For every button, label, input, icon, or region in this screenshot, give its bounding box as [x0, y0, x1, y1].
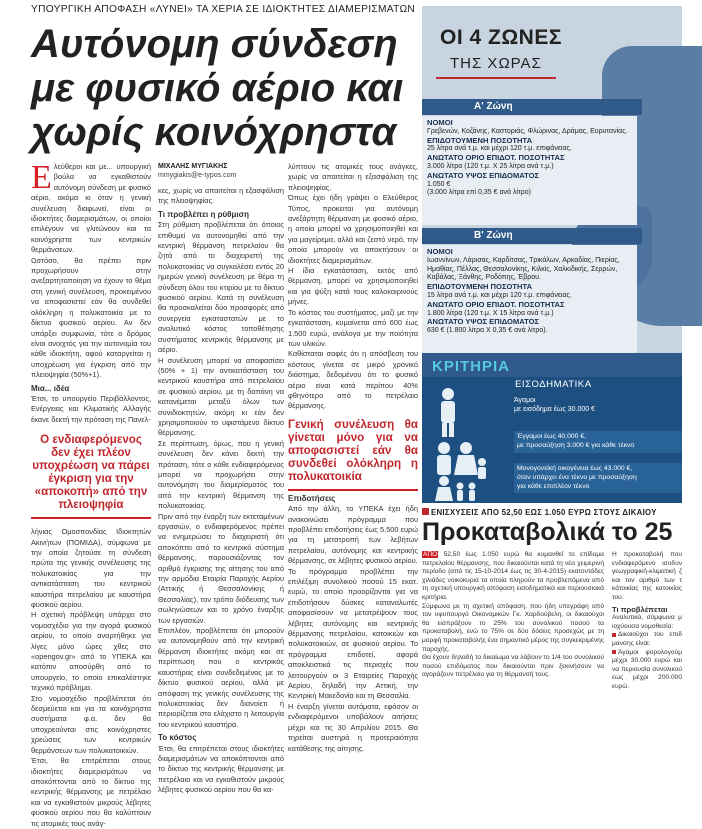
criteria-3: [514, 463, 682, 493]
pull-quote: Γενική συνέλευση θα γίνεται μόνο για να αποφασιστεί εάν θα συνδεθεί ολόκληρη η πολυκατοικία: [288, 418, 418, 491]
paragraph: Στη ρύθμιση προβλέπεται ότι όποιος επιθυμεί να αυτονομηθεί από την κεντρική θέρμανση πετρελαίου θα ζητά από το διαχειριστή της πολυκατοικίας να συγκαλέσει εντός 20 ημερών γενική συνέλευση με θέμα τη σύνδεση όλου του κτιρίου με το δίκτυο φυσικού αερίου. Κατά τη συνέλευση θα προσκαλείται δύο προσφορές από συνεργεία εγκαταστατών με το αναλυτικό κόστος τοποθέτησης συστήματος κεντρικής θέρμανσης με αέριο.: [158, 220, 284, 355]
paragraph: λήνιας Ομοσπονδίας Ιδιοκτητών Ακινήτων (ΠΟΜΙΔΑ), σύμφωνα με την οποία ζητούσε τη σύνδεση πρώτα της γενικής συνέλευσης της πολυκατοικίας για την αντικατάσταση του κεντρικού καυστήρα πετρελαίου με καυστήρα φυσικού αερίου.: [31, 527, 151, 609]
paragraph: Στο νομοσχέδιο προβλέπεται ότι δεσμεύεται και για τα κοινόχρηστα συστήματα φ.α. δεν θα υποχρεούνται στις κοινόχρηστες χρεώσεις των κεντρικών θερμάνσεων των πολυκατοικιών.: [31, 693, 151, 755]
value: 630 € (1.800 λίτρα Χ 0,35 € ανά λίτρο).: [427, 327, 548, 335]
zone-a-panel: [422, 116, 637, 225]
criteria-text: όταν υπάρχει ένα τέκνο με προσαύξηση: [517, 473, 637, 481]
value: 1.800 λίτρα (120 τ.μ. Χ 15 λίτρα ανά τ.μ.): [427, 309, 554, 317]
byline: [158, 162, 236, 180]
criteria-text: με προσαύξηση 3.000 € για κάθε τέκνο: [517, 441, 635, 449]
criteria-2: [514, 431, 682, 453]
paragraph: λύπτουν τις ατομικές τους ανάγκες, χωρίς να απαιτείται η εξασφάλιση της πλειοψηφίας.: [288, 162, 418, 192]
paragraph: Όπως έχει ήδη γράψει ο Ελεύθερος Τύπος, προκειται για αυτόνομη ανεξάρτητη θέρμανση με φυσικό αέριο, η οποία μπορεί να χρησιμοποιηθεί και για μαγείρεμα, αλλά και ζεστό νερό, την οποία μπορούν να αποκτήσουν οι ιδιοκτήτες διαμερισμάτων.: [288, 193, 418, 265]
paragraph: Έτσι, θα επιτρέπεται στους ιδιοκτήτες διαμερισμάτων να αποκόπτονται από το δίκτυο της κεντρικής θέρμανσης με πετρέλαιο και να εγκαθιστούν μικρούς λέβητες φυσικού αερίου που θα κα-: [158, 743, 284, 795]
value: 1.050 €: [427, 180, 451, 188]
criteria-text: Μονογονεϊκή οικογένεια έως 43.000 €,: [517, 465, 633, 472]
subheading: Τι προβλέπει η ρύθμιση: [158, 209, 249, 219]
paragraph: Αναλυτικά, σύμφωνα μ ιοχύουσα νομοθεσία:: [612, 614, 682, 630]
zone-b-header: [422, 228, 642, 244]
label: ΑΝΩΤΑΤΟ ΟΡΙΟ ΕΠΙΔΟΤ. ΠΟΣΟΤΗΤΑΣ: [427, 153, 565, 163]
label: ΝΟΜΟΙ: [427, 247, 453, 256]
paragraph: Πριν από την έναρξη των εκτεταμένων εργασιών, ο ενδιαφερόμενος πρέπει να ενημερώσει το διαχειριστή ότι αποκόπτει από το κεντρικό σύστημα θέρμανσης, παρουσιάζοντας τον αριθμό έγκρισης της αίτησης του από την αρμόδια Εταιρία Παροχής Αερίου (Αττικής ή Θεσσαλονίκης ή Θεσσαλίας), τον τρόπο διόδευσης των σωληνώσεων και το χρόνο έναρξης των εργασιών.: [158, 511, 284, 625]
zones-infographic: [422, 6, 682, 503]
paragraph: Σύμφωνα με τη σχετική απόφαση, που ήδη υπεγράφη από τον υφυπουργό Οικονομικών Γκ. Χαρδούβελη, οι δικαιούχοι θα εισπράξουν το 25% του συνολικού ποσού τα προκαταβολή, ενώ το 75% σε δύο δόσεις προσεχώς με τη μορφή προκαταβολής ένα σημαντικό μέρος της συγκεκριμένης παροχής.: [422, 602, 604, 653]
paragraph: Καθίσταται σαφές ότι η απόσβεση του κόστους γίνεται σε μικρό χρονικό διάστημα, δεδομένου ότι το φυσικό αέριο είναι κατά περίπου 40% φθηνότερο από το πετρέλαιο θέρμανσης.: [288, 349, 418, 411]
list-item: Άγαμοι φορολογούμ μέχρι 30.000 ευρώ και να περιουσία συνολικού εως μέχρι 200.000 ευρώ.: [612, 648, 682, 690]
subheading: Τι προβλέπεται: [612, 604, 668, 614]
paragraph: Η συνέλευση μπορεί να αποφασίσει (50% + 1) την αντικατάσταση του κεντρικού καυστήρα από πετρελαίου σε φυσικού αερίου, με τη δαπάνη να κατανέμεται μεταξύ όλων των συνιδιοκτητών, ακόμη κι εάν δεν χρησιμοποιούν το υφιστάμενο δίκτυο θέρμανσης.: [158, 355, 284, 438]
article-kicker: ΥΠΟΥΡΓΙΚΗ ΑΠΟΦΑΣΗ «ΛΥΝΕΙ» ΤΑ ΧΕΡΙΑ ΣΕ ΙΔΙΟΚΤΗΤΕΣ ΔΙΑΜΕΡΙΣΜΑΤΩΝ: [31, 4, 416, 15]
author-name: ΜΙΧΑΛΗΣ ΜΥΓΙΑΚΗΣ: [158, 163, 228, 170]
red-square-icon: [422, 508, 429, 515]
criteria-text: με εισόδημα έως 30.000 €: [514, 406, 595, 413]
article-headline: [31, 22, 431, 154]
criteria-text: για κάθε επιπλέον τέκνο: [517, 482, 590, 490]
drop-cap: Ε: [31, 159, 52, 196]
list-item: Δικαιούχοι του επιδ μανσης είναι:: [612, 631, 682, 647]
infographic-title: ΟΙ 4 ΖΩΝΕΣ: [440, 26, 562, 49]
divider: [436, 77, 556, 79]
bullet-icon: [612, 650, 616, 654]
subheading: Το κόστος: [158, 733, 197, 743]
criteria-title: ΚΡΙΤΗΡΙΑ: [432, 358, 511, 375]
label: ΝΟΜΟΙ: [427, 118, 453, 127]
paragraph: Η προκαταβολή που ενδιαφερόμενο ισοδυν γεωγραφική-κλιματική ζ και τον αριθμό των τ κάτοικίας της κατοικίας του.: [612, 551, 682, 601]
article-column-1: [31, 159, 151, 828]
paragraph: Έτσι, το υπουργείο Περιβάλλοντος, Ενέργειας και Κλιματικής Αλλαγής έκανε δεκτή την πρόταση της Πανελ-: [31, 393, 151, 424]
infographic-subtitle: ΤΗΣ ΧΩΡΑΣ: [450, 55, 542, 72]
bullet-icon: [612, 633, 616, 637]
family-icon: [430, 386, 500, 501]
paragraph: κες, χωρίς να απαιτείται η εξασφάλιση της πλειοψηφίας.: [158, 186, 284, 206]
paragraph: Έτσι, θα επιτρέπεται στους ιδιοκτήτες διαμερισμάτων να αποκόπτονται από το δίκτυο της κεντρικής θέρμανσης με πετρέλαιο και να εγκαθιστούν μικρούς λέβητες φυσικού αερίου που θα καλύπτουν τις ατομικές τους ανάγ-: [31, 756, 151, 828]
paragraph: Η ίδια εγκατάσταση, εκτός από θέρμανση, μπορεί να χρησιμοποιηθεί και για ψύξη κατά τους καλοκαιρινούς μήνες.: [288, 266, 418, 307]
paragraph: Η έναρξη γίνεται αυτόματα, εφόσον οι ενδιαφερόμενοι υποβάλουν αιτήσεις μέχρι και τις 30 Απριλίου 2015. Θα τηρείται αυστηρά η προτεραιότητα κατάθεσης της αίτησης.: [288, 701, 418, 753]
pull-quote: Ο ενδιαφερόμενος δεν έχει πλέον υποχρέωση να πάρει έγκριση για την «αποκοπή» από την πλειοψηφία: [32, 433, 150, 512]
side-article-column-2: [612, 551, 682, 742]
article-column-3: [288, 162, 418, 753]
highlight: ΑΠΟ: [423, 551, 438, 558]
value: Γρεβενών, Κοζάνης, Καστοριάς, Φλώρινας, Δράμας, Ευρυτανίας.: [427, 127, 628, 135]
label: ΕΠΙΔΟΤΟΥΜΕΝΗ ΠΟΣΟΤΗΤΑ: [427, 282, 533, 292]
value: (3.000 λίτρα επί 0,35 € ανά λίτρο): [427, 189, 532, 197]
zone-a-label: Α' Ζώνη: [474, 101, 513, 112]
label: ΕΠΙΔΟΤΟΥΜΕΝΗ ΠΟΣΟΤΗΤΑ: [427, 135, 533, 145]
paragraph: 52,50 έως 1.050 ευρώ θα κυμανθεί το επίδομα πετρελαίου θέρμανσης, που δικαιούνται κατά τη νέα χειμερινή περίοδο (από τις 15-10-2014 έως τις 30-4-2015) εκατοντάδες χιλιάδες νοικοκυριά τα οποία πληρούν τα προβλεπόμενα από τη σχετική υπουργική απόφαση εισοδηματικά και περιουσιακά κριτήρια.: [422, 551, 604, 601]
paragraph: Επιπλέον, προβλέπεται ότι μπορούν να αυτονομηθούν από την κεντρική θέρμανση ιδιοκτήτες ακόμη και σε περίπτωση που ο κεντρικός καυστήρας είναι συνδεδεμένος με το δίκτυο φυσικού αερίου, αλλά με απόφαση της γενικής συνέλευσης της πολυκατοικίας δεν διανοίετι ή περιορίζεται στο ελάχιστο η λειτουργία του κεντρικού καυστήρα.: [158, 626, 284, 729]
pull-quote-box: [31, 433, 151, 519]
zone-b-label: Β' Ζώνη: [474, 230, 513, 241]
value: Ιωαννίνων, Λάρισας, Καρδίτσας, Τρικάλων, Αρκαδίας, Πιερίας, Ημαθίας, Πέλλας, Θεσσαλονίκης, Κιλκίς, Χαλκιδικής, Σερρών, Καβάλας, Ξάνθης, Ροδόπης, Έβρου.: [427, 256, 620, 282]
headline-line-3: χωρίς κοινόχρηστα: [31, 110, 397, 154]
paragraph: Θα έχουν δηλαδή το δικαίωμα να λάβουν το 1/4 του συνολικού ποσού επιδόματος που δικαιούνται πριν ξεκινήσουν να αγοράζουν πετρέλαιο για τη θέρμανσή τους.: [422, 654, 604, 679]
value: 3.000 λίτρα (120 τ.μ. Χ 25 λίτρα ανά τ.μ.): [427, 162, 554, 170]
value: 15 λίτρα ανά τ.μ. και μέχρι 120 τ.μ. επιφάνειας.: [427, 291, 572, 299]
side-article-column-1: [422, 551, 604, 742]
label: ΑΝΩΤΑΤΟ ΥΨΟΣ ΕΠΙΔΟΜΑΤΟΣ: [427, 317, 540, 327]
zone-b-panel: [422, 245, 637, 353]
paragraph: Σε περίπτωση, όμως, που η γενική συνέλευση δεν κάνει δεκτή την πρόταση, τότε ο κάθε ενδιαφερόμενος μπορεί να προχωρήσει στην αυτονόμηση του διαμερίσματός του από την κεντρική θέρμανση της πολυκατοικίας.: [158, 438, 284, 511]
criteria-1: [514, 396, 664, 414]
value: 25 λίτρα ανά τ.μ. και μέχρι 120 τ.μ. επιφάνειας.: [427, 145, 572, 153]
criteria-text: Άγαμοι: [514, 397, 536, 404]
side-article-headline: Προκαταβολικά το 25: [422, 518, 673, 546]
headline-line-2: με φυσικό αέριο και: [31, 66, 404, 110]
paragraph: Το κόστος του συστήματος, μαζί με την εγκατάσταση, κυμαίνεται από 600 έως 1.500 ευρώ, ανάλογα με την ποιότητα των υλικών.: [288, 307, 418, 348]
subheading: Επιδοτήσεις: [288, 493, 336, 503]
paragraph: Ωστόσο, θα πρέπει πριν προχωρήσουν στην ανεξαρτητοποίηση να έχουν το θέμα στη γενική συνέλευση, προκειμένου να αποφασιστεί εάν θα συνδεθεί ολόκληρη η πολυκατοικία με το δίκτυο φυσικού αερίου. Αν δεν υπάρξει συμφωνία, τότε ο δρόμος είναι ανοιχτός για την αυτονομία του κάθε ιδιοκτήτη, αφού καταργείται η υποχρέωση για έγκριση από την πλειοψηφία (50%+1).: [31, 255, 151, 380]
author-email: mmygiakis@e-typos.com: [158, 172, 237, 179]
kicker-text: ΕΝΙΣΧΥΣΕΙΣ ΑΠΟ 52,50 ΕΩΣ 1.050 ΕΥΡΩ ΣΤΟΥΣ ΔΙΚΑΙΟΥ: [431, 508, 657, 517]
paragraph: λεύθεροι και με... υπουργική βούλα να εγκαθιστούν αυτόνομη σύνδεση με φυσικό αέριο, ακόμα κι όταν η γενική συνέλευση διαφωνεί, είναι οι ιδιοκτήτες διαμερισμάτων, οι οποίοι επιλέγουν να γλιτώνουν και τα κοινόχρηστα των κεντρικών θερμάνσεων.: [31, 162, 151, 255]
paragraph: Από την άλλη, το ΥΠΕΚΑ έχει ήδη ανακοινώσει πρόγραμμα που προβλέπει επιδοτήσεις έως 5.500 ευρώ για τη μετατροπή των λεβήτων πετρελαίου, αυτόνομης και κεντρικής θέρμανσης, σε λέβητες φυσικού αερίου.: [288, 504, 418, 566]
article-column-2: [158, 186, 284, 795]
paragraph: Το πρόγραμμα προβλέπει την επιλέξιμη συνολικού ποσού 15 εκατ. ευρώ, το οποίο προορίζονται για να επιδοτήσουν δύσκες καταναλωτές αποφασίσουν να μετατρέψουν τους λέβητες αυτόνομης και κεντρικής θέρμανσης πετρελαίου, κατοικιών και πολυκατοικιών, σε φυσικού αερίου. Το πρόγραμμα επιδοτεί, αφορά αποκλειστικά τις περιοχές που λειτουργούν οι 3 Εταιρείες Παροχής Αερίου, δηλαδή την Αττική, την Κεντρική Μακεδονία και τη Θεσσαλία.: [288, 566, 418, 701]
headline-line-1: Αυτόνομη σύνδεση: [31, 22, 398, 66]
paragraph: Η σχετική πρόβλεψη υπάρχει στο νομοσχέδιο για την αγορά φυσικού αερίου, το οποίο αναρτήθηκε για λίγες μόνο ώρες χθες στο «opengov.gr» από το ΥΠΕΚΑ και κατόπιν αποσύρθη από το υπουργείο, το οποίο επικαλέστηκε τεχνικό πρόβλημα.: [31, 610, 151, 693]
zone-a-header: [422, 99, 642, 115]
criteria-1-title: ΕΙΣΟΔΗΜΑΤΙΚΑ: [515, 379, 592, 390]
criteria-text: Έγγαμοι έως 40.000 €,: [517, 433, 586, 440]
label: ΑΝΩΤΑΤΟ ΥΨΟΣ ΕΠΙΔΟΜΑΤΟΣ: [427, 170, 540, 180]
label: ΑΝΩΤΑΤΟ ΟΡΙΟ ΕΠΙΔΟΤ. ΠΟΣΟΤΗΤΑΣ: [427, 299, 565, 309]
subheading: Μια... ιδέα: [31, 383, 70, 393]
